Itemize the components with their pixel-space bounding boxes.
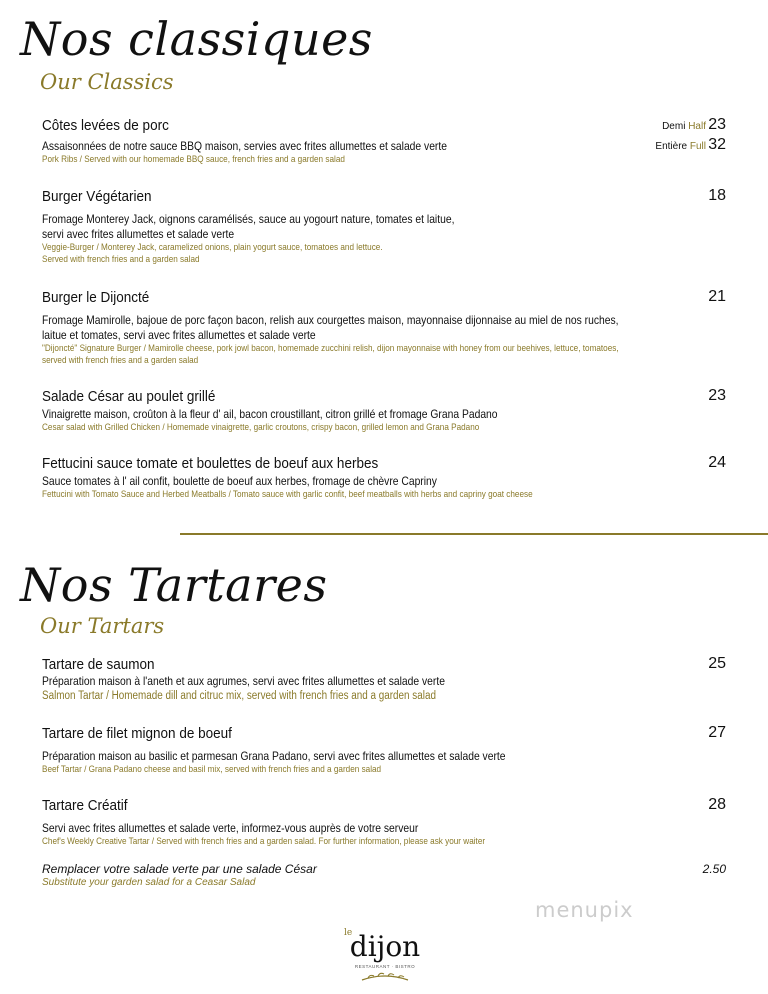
- item-name: Tartare de filet mignon de boeuf: [42, 725, 232, 742]
- size-label-en: Full: [689, 141, 706, 152]
- item-description-en: Salmon Tartar / Homemade dill and citruc mix, served with french fries and a garden salad: [42, 690, 436, 702]
- size-label-fr: Demi: [662, 121, 686, 132]
- item-description-fr: Préparation maison au basilic et parmesan Grana Padano, servi avec frites allumettes et salade verte: [42, 749, 506, 763]
- price-half: 23: [708, 116, 726, 133]
- logo-word: dijon: [349, 930, 421, 963]
- item-description-en: "Dijoncté" Signature Burger / Mamirolle cheese, pork jowl bacon, homemade zucchini relish, dijon mayonnaise with honey from our beehives, lettuce, tomatoes,: [42, 343, 619, 354]
- item-name: Salade César au poulet grillé: [42, 388, 216, 405]
- tartars-subtitle: Our Tartars: [40, 614, 165, 638]
- menu-item-salmon-tartar: [42, 656, 726, 703]
- item-description-fr: Servi avec frites allumettes et salade verte, informez-vous auprès de votre serveur: [42, 821, 419, 835]
- item-description-en: Pork Ribs / Served with our homemade BBQ sauce, french fries and a garden salad: [42, 154, 345, 165]
- price: 25: [708, 655, 726, 672]
- menu-item-beef-tartar: [42, 725, 726, 776]
- item-name: Tartare Créatif: [42, 797, 128, 814]
- size-full: [655, 141, 706, 152]
- item-name: Fettucini sauce tomate et boulettes de boeuf aux herbes: [42, 455, 379, 472]
- substitution-note-en: Substitute your garden salad for a Ceasar Salad: [42, 877, 256, 888]
- menu-item-veggie-burger: [42, 188, 726, 266]
- item-description-fr: Fromage Monterey Jack, oignons caramélisés, sauce au yogourt nature, tomates et laitue,: [42, 212, 455, 226]
- size-half: [662, 121, 706, 132]
- menu-item-caesar-salad: [42, 388, 726, 434]
- menu-item-fettucini: [42, 455, 726, 501]
- restaurant-logo: [340, 928, 430, 986]
- item-name: Burger Végétarien: [42, 188, 152, 205]
- section-divider: [180, 533, 768, 535]
- item-description-en: served with french fries and a garden salad: [42, 355, 199, 366]
- price: 27: [708, 724, 726, 741]
- item-description-fr: Vinaigrette maison, croûton à la fleur d' ail, bacon croustillant, citron grillé et fromage Grana Padano: [42, 407, 498, 421]
- item-description-fr: Préparation maison à l'aneth et aux agrumes, servi avec frites allumettes et salade verte: [42, 674, 445, 688]
- price: 18: [708, 187, 726, 204]
- item-description-fr: Assaisonnées de notre sauce BBQ maison, servies avec frites allumettes et salade verte: [42, 139, 447, 153]
- substitution-note-fr: Remplacer votre salade verte par une salade César: [42, 862, 317, 876]
- item-name: Côtes levées de porc: [42, 117, 169, 134]
- item-description-fr: laitue et tomates, servi avec frites allumettes et salade verte: [42, 328, 316, 342]
- price: 21: [708, 288, 726, 305]
- logo-tagline: RESTAURANT · BISTRO: [354, 964, 416, 969]
- item-description-en: Served with french fries and a garden salad: [42, 254, 200, 265]
- item-name: Tartare de saumon: [42, 656, 155, 673]
- laurel-icon: [360, 970, 410, 984]
- item-name: Burger le Dijoncté: [42, 289, 150, 306]
- menu-item-creative-tartar: [42, 797, 726, 848]
- item-description-fr: servi avec frites allumettes et salade verte: [42, 227, 235, 241]
- price: 24: [708, 454, 726, 471]
- substitution-price: 2.50: [702, 862, 726, 876]
- item-description-fr: Fromage Mamirolle, bajoue de porc façon bacon, relish aux courgettes maison, mayonnaise dijonnaise au miel de nos ruches,: [42, 313, 619, 327]
- item-description-en: Cesar salad with Grilled Chicken / Homemade vinaigrette, garlic croutons, crispy bacon, grilled lemon and Grana Padano: [42, 422, 480, 433]
- menu-item-pork-ribs: [42, 117, 726, 166]
- size-label-en: Half: [688, 121, 706, 132]
- price: 23: [708, 387, 726, 404]
- watermark: menupix: [535, 898, 634, 922]
- menu-item-dijoncte-burger: [42, 289, 726, 367]
- item-description-en: Veggie-Burger / Monterey Jack, caramelized onions, plain yogurt sauce, tomatoes and lettuce.: [42, 242, 383, 253]
- classics-title: Nos classiques: [20, 12, 373, 66]
- item-description-en: Fettucini with Tomato Sauce and Herbed Meatballs / Tomato sauce with garlic confit, beef meatballs with herbs and capriny goat cheese: [42, 489, 533, 500]
- logo-le: le: [344, 928, 353, 938]
- item-description-en: Beef Tartar / Grana Padano cheese and basil mix, served with french fries and a garden salad: [42, 764, 382, 775]
- tartars-title: Nos Tartares: [20, 558, 328, 612]
- price: 28: [708, 796, 726, 813]
- price-full: 32: [708, 136, 726, 153]
- item-description-en: Chef's Weekly Creative Tartar / Served with french fries and a garden salad. For further information, please ask your waiter: [42, 836, 486, 847]
- item-description-fr: Sauce tomates à l' ail confit, boulette de boeuf aux herbes, fromage de chèvre Capriny: [42, 474, 437, 488]
- size-label-fr: Entière: [655, 141, 688, 152]
- classics-subtitle: Our Classics: [40, 70, 174, 94]
